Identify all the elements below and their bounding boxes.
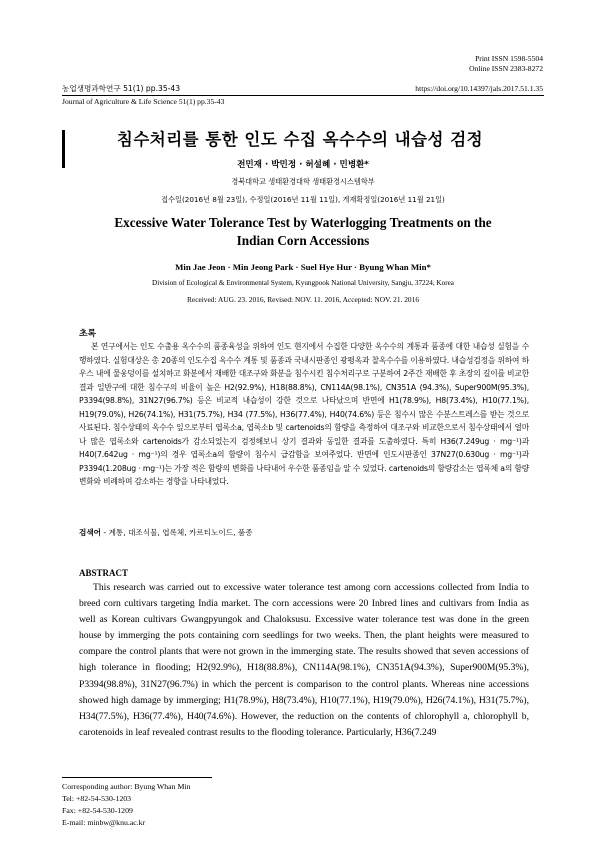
title-english: Excessive Water Tolerance Test by Waterlogging Treatments on the Indian Corn Accessions <box>114 215 492 248</box>
abstract-ko-body: 본 연구에서는 인도 수출용 옥수수의 품종육성을 위하여 인도 현지에서 수집한 다양한 옥수수의 계통과 품종에 대한 내습성 실험을 수행하였다. 실험대상은 총 20종의 인도수집 옥수수 계통 및 품종과 국내시판종인 광평옥과 찰옥수수를 이용하였다. 내습성검정을 위하여 하우스 내에 물웅덩이를 설치하고 화분에서 재배한 대조구와 화분을 침수시킨 침수처리구로 구분하여 2주간 재배한 후 초장의 길이를 비교한 결과 일반구에 대한 침수구의 비율이 높은 H2(92.9%), H18(88.8%), CN114A(98.1%), CN351A (94.3%), Super900M(95.3%), P3394(98.8%), 31N27(96.7%) 등은 비교적 내습성이 강한 것으로 나타났으며 반면에 H1(78.9%), H8(73.4%), H10(77.1%), H19(79.0%), H26(74.1%), H31(75.7%), H34 (77.5%), H36(77.4%), H40(74.6%) 등은 침수시 많은 수분스트레스를 받는 것으로 사료된다. 침수상태의 옥수수 잎으로부터 엽록소a, 엽록소b 및 cartenoids의 함량을 측정하여 대조구와 비교한으로서 침수상태에서 얼마나 많은 엽록소와 cartenoids가 감소되었는지 검정해보니 상기 결과와 동일한 결과를 도출하였다. 특히 H36(7.249ug · mg⁻¹)과 H40(7.642ug · mg⁻¹)의 경우 엽록소a의 함량이 침수시 급감함을 보여주었다. 반면에 인도시판종인 37N27(0.630ug · mg⁻¹)과 P3394(1.208ug · mg⁻¹)는 가장 적은 함량의 변화를 나타내어 우수한 품종임을 알 수 있었다. cartenoids의 함량감소는 엽록체 a의 함량변화와 비례하며 감소하는 경향을 나타내었다. <box>79 342 529 486</box>
footnote-email[interactable]: E-mail: minbw@knu.ac.kr <box>62 818 146 827</box>
authors-korean: 전민재 · 박민정 · 허설혜 · 민병환* <box>237 160 369 170</box>
journal-header-ko: 농업생명과학연구 51(1) pp.35-43 <box>62 84 181 93</box>
footnote-fax: Fax: +82-54-530-1209 <box>62 806 133 815</box>
dates-korean: 접수일(2016년 8월 23일), 수정일(2016년 11월 11일), 게재확정일(2016년 11월 21일) <box>161 195 445 204</box>
dates-english: Received: AUG. 23. 2016, Revised: NOV. 11. 2016, Accepted: NOV. 21. 2016 <box>186 295 420 304</box>
authors-english: Min Jae Jeon · Min Jeong Park · Suel Hye Hur · Byung Whan Min* <box>175 262 431 272</box>
header-divider <box>62 95 544 96</box>
abstract-en-body: This research was carried out to excessive water tolerance test among corn accessions collected from India to breed corn cultivars targeting India market. The corn accessions were 20 Inbred lines and cultivars from India as well as Korean cultivars Gwangpyungok and Chaloksusu. Excessive water tolerance test was done in the green house by immerging the pots containing corn seedlings for two weeks. Then, the plant heights were measured to compare the control plants that were not grown in the immerging state. The results showed that seven accessions of high tolerance in flooding; H2(92.9%), H18(88.8%), CN114A(98.1%), CN351A(94.3%), Super900M(95.3%), P3394(98.8%), 31N27(96.7%) in which the percent is comparison to the control plants. Whereas nine accessions showed high damage by immerging; H1(78.9%), H8(73.4%), H10(77.1%), H19(79.0%), H26(74.1%), H31(75.7%), H34(77.5%), H36(77.4%), H40(74.6%). However, the reduction on the contents of chlorophyll a, chlorophyll b, carotenoids in leaf revealed contrast results to the flooding tolerance. Particularly, H36(7.249 <box>79 582 529 738</box>
journal-header-en: Journal of Agriculture & Life Science 51(1) pp.35-43 <box>62 97 225 106</box>
keywords-ko <box>79 527 529 538</box>
footnote-tel: Tel: +82-54-530-1203 <box>62 794 132 803</box>
print-issn: Print ISSN 1598-5504 <box>475 54 543 63</box>
abstract-en-heading: ABSTRACT <box>79 568 129 578</box>
online-issn: Online ISSN 2383-8272 <box>469 64 543 73</box>
footnote-divider <box>62 777 212 778</box>
footnote-corresponding: Corresponding author: Byung Whan Min <box>62 782 191 791</box>
doi-link[interactable]: https://doi.org/10.14397/jals.2017.51.1.35 <box>415 84 543 93</box>
affiliation-korean: 경북대학교 생태환경대학 생태환경시스템학부 <box>231 177 375 186</box>
abstract-ko-heading: 초록 <box>79 329 96 339</box>
title-korean: 침수처리를 통한 인도 수집 옥수수의 내습성 검정 <box>116 130 484 149</box>
keywords-label: 검색어 <box>79 528 102 537</box>
keywords-text: - 계통, 대조식물, 엽록체, 카르티노이드, 품종 <box>101 528 253 537</box>
affiliation-english: Division of Ecological & Environmental System, Kyungpook National University, Sangju, 37224, Korea <box>152 279 454 287</box>
